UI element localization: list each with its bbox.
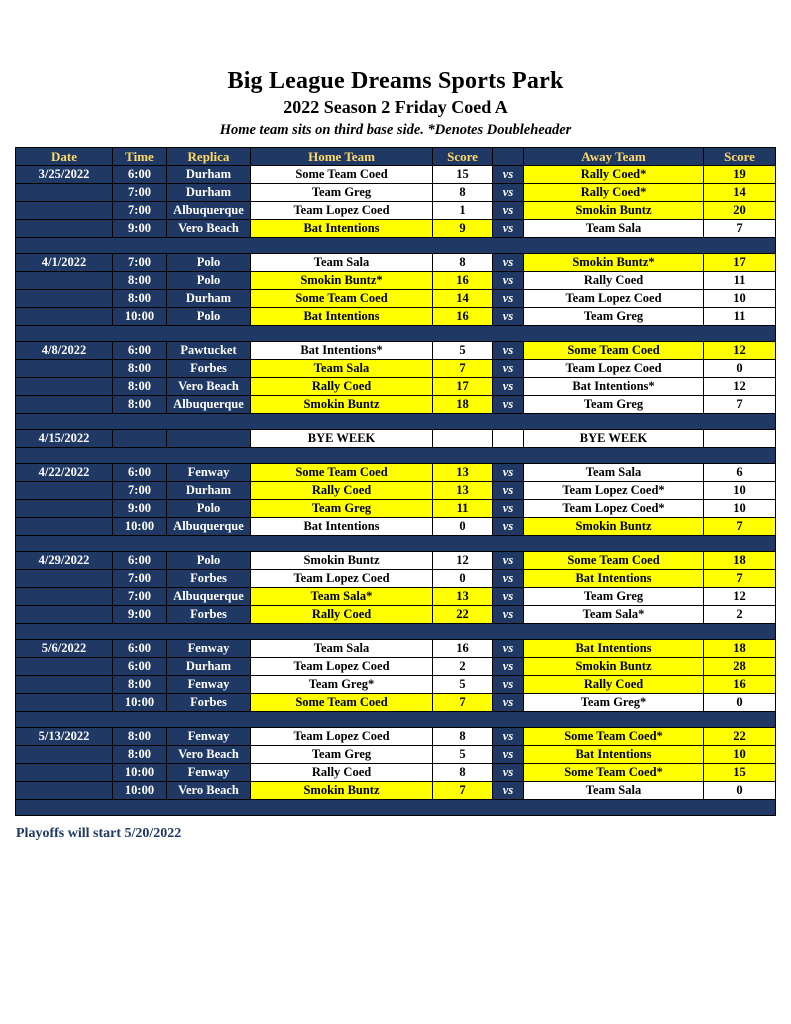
home-score-cell: 13 (433, 464, 493, 482)
game-row (16, 290, 776, 308)
away-team-cell: Team Sala (524, 220, 704, 238)
game-row (16, 220, 776, 238)
home-team-cell: Bat Intentions (251, 518, 433, 536)
game-row (16, 482, 776, 500)
replica-cell: Polo (167, 500, 251, 518)
home-team-cell: Smokin Buntz (251, 782, 433, 800)
week-separator-band (16, 238, 776, 254)
replica-cell: Albuquerque (167, 518, 251, 536)
home-score-cell: 0 (433, 570, 493, 588)
away-score-cell: 20 (704, 202, 776, 220)
away-score-cell: 0 (704, 782, 776, 800)
vs-cell: vs (493, 342, 524, 360)
home-team-cell: Some Team Coed (251, 290, 433, 308)
date-cell (16, 500, 113, 518)
replica-cell: Polo (167, 552, 251, 570)
replica-cell: Durham (167, 658, 251, 676)
replica-cell: Vero Beach (167, 220, 251, 238)
vs-cell: vs (493, 676, 524, 694)
home-score-cell: 7 (433, 694, 493, 712)
replica-cell: Fenway (167, 764, 251, 782)
game-row (16, 518, 776, 536)
bye-week-row (16, 430, 776, 448)
week-separator-band (16, 448, 776, 464)
away-team-cell: Bat Intentions (524, 746, 704, 764)
home-score-cell: 5 (433, 746, 493, 764)
home-team-cell: Team Lopez Coed (251, 202, 433, 220)
date-cell (16, 606, 113, 624)
vs-cell: vs (493, 746, 524, 764)
col-header-vs-spacer (493, 148, 524, 166)
date-cell (16, 746, 113, 764)
away-team-cell: Some Team Coed (524, 342, 704, 360)
time-cell: 7:00 (113, 184, 167, 202)
home-team-note: Home team sits on third base side. *Denotes Doubleheader (219, 122, 572, 138)
game-row (16, 378, 776, 396)
away-score-cell: 28 (704, 658, 776, 676)
week-separator-band (16, 800, 776, 816)
col-header-away-team: Away Team (524, 148, 704, 166)
vs-cell: vs (493, 272, 524, 290)
away-score-cell: 17 (704, 254, 776, 272)
home-team-cell: Some Team Coed (251, 694, 433, 712)
away-score-cell: 11 (704, 272, 776, 290)
time-cell: 7:00 (113, 588, 167, 606)
time-cell: 8:00 (113, 360, 167, 378)
home-score-cell: 11 (433, 500, 493, 518)
game-row (16, 254, 776, 272)
date-cell (16, 658, 113, 676)
replica-cell: Fenway (167, 640, 251, 658)
away-team-cell: Team Greg* (524, 694, 704, 712)
home-score-cell: 8 (433, 728, 493, 746)
vs-cell: vs (493, 378, 524, 396)
game-row (16, 606, 776, 624)
home-score-cell: 15 (433, 166, 493, 184)
vs-cell: vs (493, 220, 524, 238)
away-team-cell: Smokin Buntz* (524, 254, 704, 272)
away-score-cell (704, 430, 776, 448)
away-team-cell: Smokin Buntz (524, 202, 704, 220)
replica-cell: Forbes (167, 694, 251, 712)
home-score-cell: 1 (433, 202, 493, 220)
away-team-cell: Bat Intentions (524, 570, 704, 588)
vs-cell: vs (493, 570, 524, 588)
away-score-cell: 12 (704, 342, 776, 360)
time-cell: 9:00 (113, 500, 167, 518)
home-team-cell: Some Team Coed (251, 464, 433, 482)
home-team-cell: Team Greg* (251, 676, 433, 694)
replica-cell: Pawtucket (167, 342, 251, 360)
week-separator (16, 800, 776, 816)
week-separator (16, 624, 776, 640)
time-cell: 10:00 (113, 518, 167, 536)
vs-cell: vs (493, 518, 524, 536)
away-score-cell: 18 (704, 552, 776, 570)
time-cell: 8:00 (113, 396, 167, 414)
date-cell (16, 202, 113, 220)
home-score-cell: 16 (433, 308, 493, 326)
date-cell (16, 518, 113, 536)
replica-cell: Albuquerque (167, 588, 251, 606)
away-score-cell: 15 (704, 764, 776, 782)
away-score-cell: 7 (704, 518, 776, 536)
home-score-cell: 12 (433, 552, 493, 570)
week-separator-band (16, 624, 776, 640)
home-team-cell: Smokin Buntz (251, 552, 433, 570)
date-cell (16, 396, 113, 414)
home-team-cell: Smokin Buntz (251, 396, 433, 414)
week-separator (16, 414, 776, 430)
time-cell: 9:00 (113, 606, 167, 624)
away-score-cell: 7 (704, 396, 776, 414)
week-separator-band (16, 712, 776, 728)
away-team-cell: Team Sala (524, 782, 704, 800)
home-team-cell: Rally Coed (251, 378, 433, 396)
date-cell (16, 290, 113, 308)
home-team-cell: Team Lopez Coed (251, 728, 433, 746)
away-team-cell: Rally Coed (524, 272, 704, 290)
replica-cell: Polo (167, 308, 251, 326)
time-cell: 6:00 (113, 464, 167, 482)
away-team-cell: Smokin Buntz (524, 658, 704, 676)
vs-cell: vs (493, 552, 524, 570)
vs-cell: vs (493, 728, 524, 746)
home-score-cell: 8 (433, 764, 493, 782)
vs-cell: vs (493, 764, 524, 782)
home-team-cell: BYE WEEK (251, 430, 433, 448)
home-team-cell: Some Team Coed (251, 166, 433, 184)
home-score-cell: 5 (433, 676, 493, 694)
time-cell: 6:00 (113, 342, 167, 360)
time-cell: 8:00 (113, 728, 167, 746)
game-row (16, 640, 776, 658)
game-row (16, 552, 776, 570)
date-cell (16, 360, 113, 378)
vs-cell: vs (493, 588, 524, 606)
away-team-cell: Team Lopez Coed (524, 290, 704, 308)
date-cell: 4/22/2022 (16, 464, 113, 482)
game-row (16, 202, 776, 220)
away-team-cell: Team Greg (524, 396, 704, 414)
time-cell: 8:00 (113, 676, 167, 694)
time-cell: 6:00 (113, 658, 167, 676)
date-cell (16, 184, 113, 202)
away-score-cell: 14 (704, 184, 776, 202)
date-cell: 4/29/2022 (16, 552, 113, 570)
time-cell: 8:00 (113, 290, 167, 308)
home-team-cell: Team Lopez Coed (251, 570, 433, 588)
home-score-cell: 9 (433, 220, 493, 238)
week-separator-band (16, 326, 776, 342)
date-cell (16, 782, 113, 800)
home-score-cell: 16 (433, 640, 493, 658)
away-team-cell: Some Team Coed* (524, 764, 704, 782)
week-separator (16, 536, 776, 552)
game-row (16, 184, 776, 202)
home-team-cell: Team Sala (251, 640, 433, 658)
away-score-cell: 19 (704, 166, 776, 184)
home-team-cell: Team Lopez Coed (251, 658, 433, 676)
date-cell (16, 694, 113, 712)
game-row (16, 570, 776, 588)
away-team-cell: Team Greg (524, 308, 704, 326)
away-score-cell: 11 (704, 308, 776, 326)
replica-cell: Fenway (167, 676, 251, 694)
away-team-cell: Rally Coed (524, 676, 704, 694)
home-team-cell: Team Greg (251, 500, 433, 518)
time-cell: 6:00 (113, 552, 167, 570)
replica-cell: Polo (167, 272, 251, 290)
home-score-cell: 22 (433, 606, 493, 624)
playoffs-note: Playoffs will start 5/20/2022 (16, 826, 182, 841)
vs-cell: vs (493, 782, 524, 800)
away-team-cell: Team Lopez Coed* (524, 482, 704, 500)
replica-cell (167, 430, 251, 448)
time-cell: 6:00 (113, 640, 167, 658)
replica-cell: Forbes (167, 606, 251, 624)
time-cell: 8:00 (113, 746, 167, 764)
date-cell: 4/8/2022 (16, 342, 113, 360)
vs-cell: vs (493, 360, 524, 378)
date-cell (16, 764, 113, 782)
home-team-cell: Smokin Buntz* (251, 272, 433, 290)
time-cell (113, 430, 167, 448)
home-score-cell: 18 (433, 396, 493, 414)
away-score-cell: 16 (704, 676, 776, 694)
season-subtitle: 2022 Season 2 Friday Coed A (283, 97, 508, 117)
page-title: Big League Dreams Sports Park (227, 68, 564, 94)
away-score-cell: 18 (704, 640, 776, 658)
time-cell: 6:00 (113, 166, 167, 184)
replica-cell: Forbes (167, 570, 251, 588)
replica-cell: Polo (167, 254, 251, 272)
game-row (16, 694, 776, 712)
away-team-cell: Bat Intentions* (524, 378, 704, 396)
home-team-cell: Bat Intentions (251, 220, 433, 238)
away-score-cell: 22 (704, 728, 776, 746)
replica-cell: Durham (167, 290, 251, 308)
away-score-cell: 0 (704, 694, 776, 712)
vs-cell: vs (493, 254, 524, 272)
away-team-cell: Team Sala* (524, 606, 704, 624)
time-cell: 9:00 (113, 220, 167, 238)
date-cell: 4/1/2022 (16, 254, 113, 272)
col-header-replica: Replica (167, 148, 251, 166)
home-team-cell: Rally Coed (251, 482, 433, 500)
home-score-cell: 7 (433, 360, 493, 378)
col-header-home-score: Score (433, 148, 493, 166)
vs-cell: vs (493, 500, 524, 518)
game-row (16, 728, 776, 746)
game-row (16, 764, 776, 782)
away-team-cell: Team Greg (524, 588, 704, 606)
home-team-cell: Bat Intentions (251, 308, 433, 326)
home-team-cell: Team Sala (251, 360, 433, 378)
game-row (16, 658, 776, 676)
time-cell: 8:00 (113, 272, 167, 290)
date-cell: 3/25/2022 (16, 166, 113, 184)
week-separator (16, 326, 776, 342)
home-team-cell: Team Greg (251, 184, 433, 202)
schedule-table (15, 147, 776, 816)
home-score-cell: 14 (433, 290, 493, 308)
time-cell: 7:00 (113, 202, 167, 220)
replica-cell: Albuquerque (167, 202, 251, 220)
away-score-cell: 10 (704, 482, 776, 500)
home-team-cell: Team Sala (251, 254, 433, 272)
replica-cell: Vero Beach (167, 782, 251, 800)
date-cell: 5/6/2022 (16, 640, 113, 658)
vs-cell: vs (493, 202, 524, 220)
home-score-cell (433, 430, 493, 448)
date-cell (16, 308, 113, 326)
game-row (16, 500, 776, 518)
time-cell: 10:00 (113, 764, 167, 782)
home-score-cell: 8 (433, 254, 493, 272)
away-score-cell: 12 (704, 588, 776, 606)
replica-cell: Vero Beach (167, 378, 251, 396)
vs-cell: vs (493, 308, 524, 326)
away-score-cell: 12 (704, 378, 776, 396)
replica-cell: Durham (167, 166, 251, 184)
away-team-cell: Bat Intentions (524, 640, 704, 658)
week-separator-band (16, 414, 776, 430)
time-cell: 8:00 (113, 378, 167, 396)
vs-cell (493, 430, 524, 448)
date-cell: 5/13/2022 (16, 728, 113, 746)
date-cell (16, 220, 113, 238)
col-header-away-score: Score (704, 148, 776, 166)
home-score-cell: 7 (433, 782, 493, 800)
game-row (16, 782, 776, 800)
replica-cell: Fenway (167, 728, 251, 746)
away-team-cell: Team Sala (524, 464, 704, 482)
vs-cell: vs (493, 290, 524, 308)
date-cell (16, 272, 113, 290)
vs-cell: vs (493, 658, 524, 676)
vs-cell: vs (493, 640, 524, 658)
time-cell: 10:00 (113, 694, 167, 712)
away-score-cell: 6 (704, 464, 776, 482)
away-team-cell: Some Team Coed (524, 552, 704, 570)
away-score-cell: 2 (704, 606, 776, 624)
home-score-cell: 13 (433, 482, 493, 500)
home-score-cell: 5 (433, 342, 493, 360)
date-cell: 4/15/2022 (16, 430, 113, 448)
replica-cell: Fenway (167, 464, 251, 482)
col-header-time: Time (113, 148, 167, 166)
vs-cell: vs (493, 464, 524, 482)
replica-cell: Durham (167, 184, 251, 202)
away-team-cell: Team Lopez Coed* (524, 500, 704, 518)
game-row (16, 588, 776, 606)
home-score-cell: 17 (433, 378, 493, 396)
home-team-cell: Rally Coed (251, 606, 433, 624)
week-separator (16, 712, 776, 728)
game-row (16, 746, 776, 764)
time-cell: 7:00 (113, 482, 167, 500)
col-header-date: Date (16, 148, 113, 166)
away-score-cell: 10 (704, 500, 776, 518)
away-score-cell: 0 (704, 360, 776, 378)
away-team-cell: Some Team Coed* (524, 728, 704, 746)
home-team-cell: Team Sala* (251, 588, 433, 606)
home-team-cell: Team Greg (251, 746, 433, 764)
game-row (16, 676, 776, 694)
time-cell: 10:00 (113, 782, 167, 800)
away-team-cell: BYE WEEK (524, 430, 704, 448)
home-score-cell: 8 (433, 184, 493, 202)
week-separator (16, 448, 776, 464)
away-score-cell: 7 (704, 570, 776, 588)
date-cell (16, 676, 113, 694)
table-header-row (16, 148, 776, 166)
date-cell (16, 482, 113, 500)
week-separator (16, 238, 776, 254)
home-score-cell: 13 (433, 588, 493, 606)
home-score-cell: 2 (433, 658, 493, 676)
away-score-cell: 10 (704, 746, 776, 764)
time-cell: 7:00 (113, 570, 167, 588)
col-header-home-team: Home Team (251, 148, 433, 166)
home-score-cell: 0 (433, 518, 493, 536)
vs-cell: vs (493, 166, 524, 184)
replica-cell: Durham (167, 482, 251, 500)
replica-cell: Vero Beach (167, 746, 251, 764)
home-score-cell: 16 (433, 272, 493, 290)
game-row (16, 308, 776, 326)
date-cell (16, 588, 113, 606)
away-team-cell: Rally Coed* (524, 166, 704, 184)
away-team-cell: Smokin Buntz (524, 518, 704, 536)
time-cell: 10:00 (113, 308, 167, 326)
home-team-cell: Bat Intentions* (251, 342, 433, 360)
away-score-cell: 10 (704, 290, 776, 308)
time-cell: 7:00 (113, 254, 167, 272)
vs-cell: vs (493, 396, 524, 414)
replica-cell: Albuquerque (167, 396, 251, 414)
game-row (16, 342, 776, 360)
date-cell (16, 378, 113, 396)
schedule-body (16, 166, 776, 816)
away-team-cell: Rally Coed* (524, 184, 704, 202)
game-row (16, 396, 776, 414)
away-score-cell: 7 (704, 220, 776, 238)
game-row (16, 166, 776, 184)
vs-cell: vs (493, 694, 524, 712)
game-row (16, 272, 776, 290)
vs-cell: vs (493, 184, 524, 202)
game-row (16, 464, 776, 482)
week-separator-band (16, 536, 776, 552)
vs-cell: vs (493, 606, 524, 624)
vs-cell: vs (493, 482, 524, 500)
away-team-cell: Team Lopez Coed (524, 360, 704, 378)
home-team-cell: Rally Coed (251, 764, 433, 782)
date-cell (16, 570, 113, 588)
replica-cell: Forbes (167, 360, 251, 378)
game-row (16, 360, 776, 378)
